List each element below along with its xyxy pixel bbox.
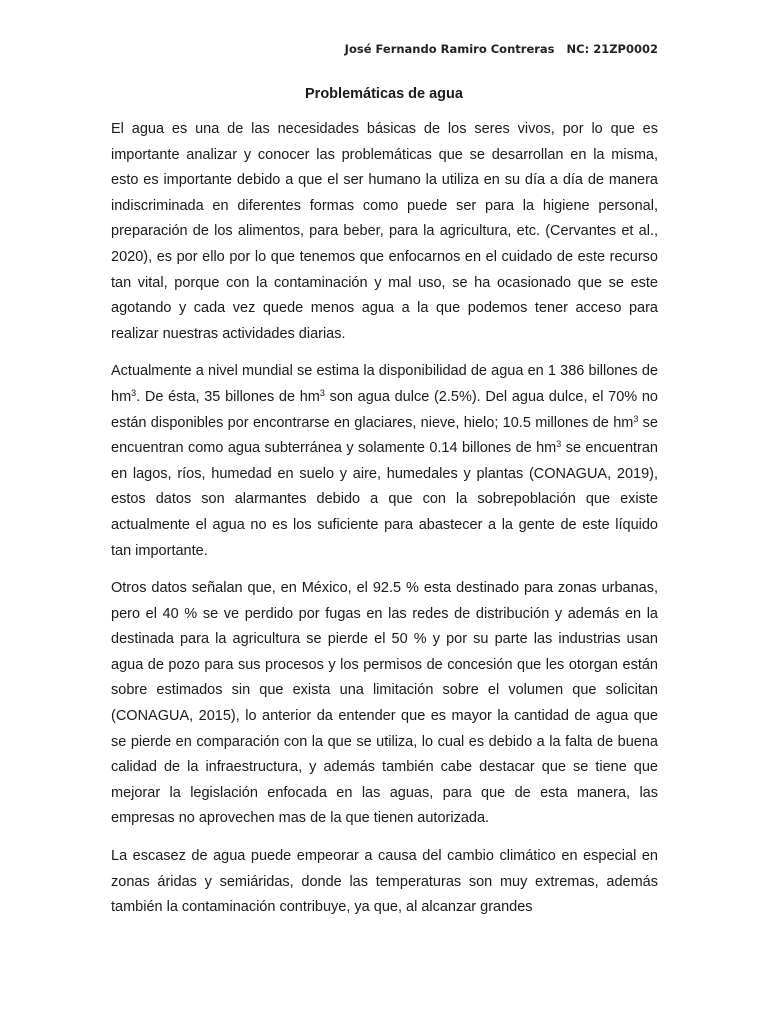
text-segment: se encuentran como agua subterránea y solamente 0.14 billones de hm <box>111 414 658 457</box>
superscript-cubed: 3 <box>556 439 562 450</box>
superscript-cubed: 3 <box>319 387 325 398</box>
text-segment: Actualmente a nivel mundial se estima la disponibilidad de agua en 1 386 billones de hm <box>111 363 658 405</box>
document-title: Problemáticas de agua <box>305 86 463 102</box>
paragraph-mexico-data: Otros datos señalan que, en México, el 92.5 % esta destinado para zonas urbanas, pero el 40 % se ve perdido por fugas en las redes de distribución y además en la destinada para la agricultura se pierde el 50 % y por su parte las industrias usan agua de pozo para sus procesos y los permisos de concesión que les otorgan están sobre estimados sin que exista una limitación sobre el volumen que solicitan (CONAGUA, 2015), lo anterior da entender que es mayor la cantidad de agua que se pierde en comparación con la que se utiliza, lo cual es debido a la falta de buena calidad de la infraestructura, y además también cabe destacar que se tiene que mejorar la legislación enfocada en las aguas, para que de esta manera, las empresas no aprovechen mas de la que tienen autorizada. <box>111 580 658 827</box>
text-segment: . De ésta, 35 billones de hm <box>136 388 320 405</box>
page-header <box>345 42 658 56</box>
control-number: NC: 21ZP0002 <box>566 42 658 56</box>
text-segment: son agua dulce (2.5%). Del agua dulce, el 70% no están disponibles por encontrarse en glaciares, nieve, hielo; 10.5 millones de hm <box>111 388 658 431</box>
paragraph-global-availability <box>111 359 658 564</box>
author-name: José Fernando Ramiro Contreras <box>344 42 555 56</box>
superscript-cubed: 3 <box>131 387 137 398</box>
paragraph-intro: El agua es una de las necesidades básicas de los seres vivos, por lo que es importante analizar y conocer las problemáticas que se desarrollan en la misma, esto es importante debido a que el ser humano la utiliza en su día a día de manera indiscriminada en diferentes formas como puede ser para la higiene personal, preparación de los alimentos, para beber, para la agricultura, etc. (Cervantes et al., 2020), es por ello por lo que tenemos que enfocarnos en el cuidado de este recurso tan vital, porque con la contaminación y mal uso, se ha ocasionado que se este agotando y cada vez quede menos agua a la que podemos tener acceso para realizar nuestras actividades diarias. <box>111 121 658 342</box>
superscript-cubed: 3 <box>633 413 639 424</box>
text-segment: se encuentran en lagos, ríos, humedad en suelo y aire, humedales y plantas (CONAGUA, 2019), estos datos son alarmantes debido a que con la sobrepoblación que existe actualmente el agua no es los suficiente para abastecer a la gente de este líquido tan importante. <box>111 440 658 559</box>
paragraph-climate-change: La escasez de agua puede empeorar a causa del cambio climático en especial en zonas áridas y semiáridas, donde las temperaturas son muy extremas, además también la contaminación contribuye, ya que, al alcanzar grandes <box>111 848 658 916</box>
document-body <box>111 117 658 933</box>
